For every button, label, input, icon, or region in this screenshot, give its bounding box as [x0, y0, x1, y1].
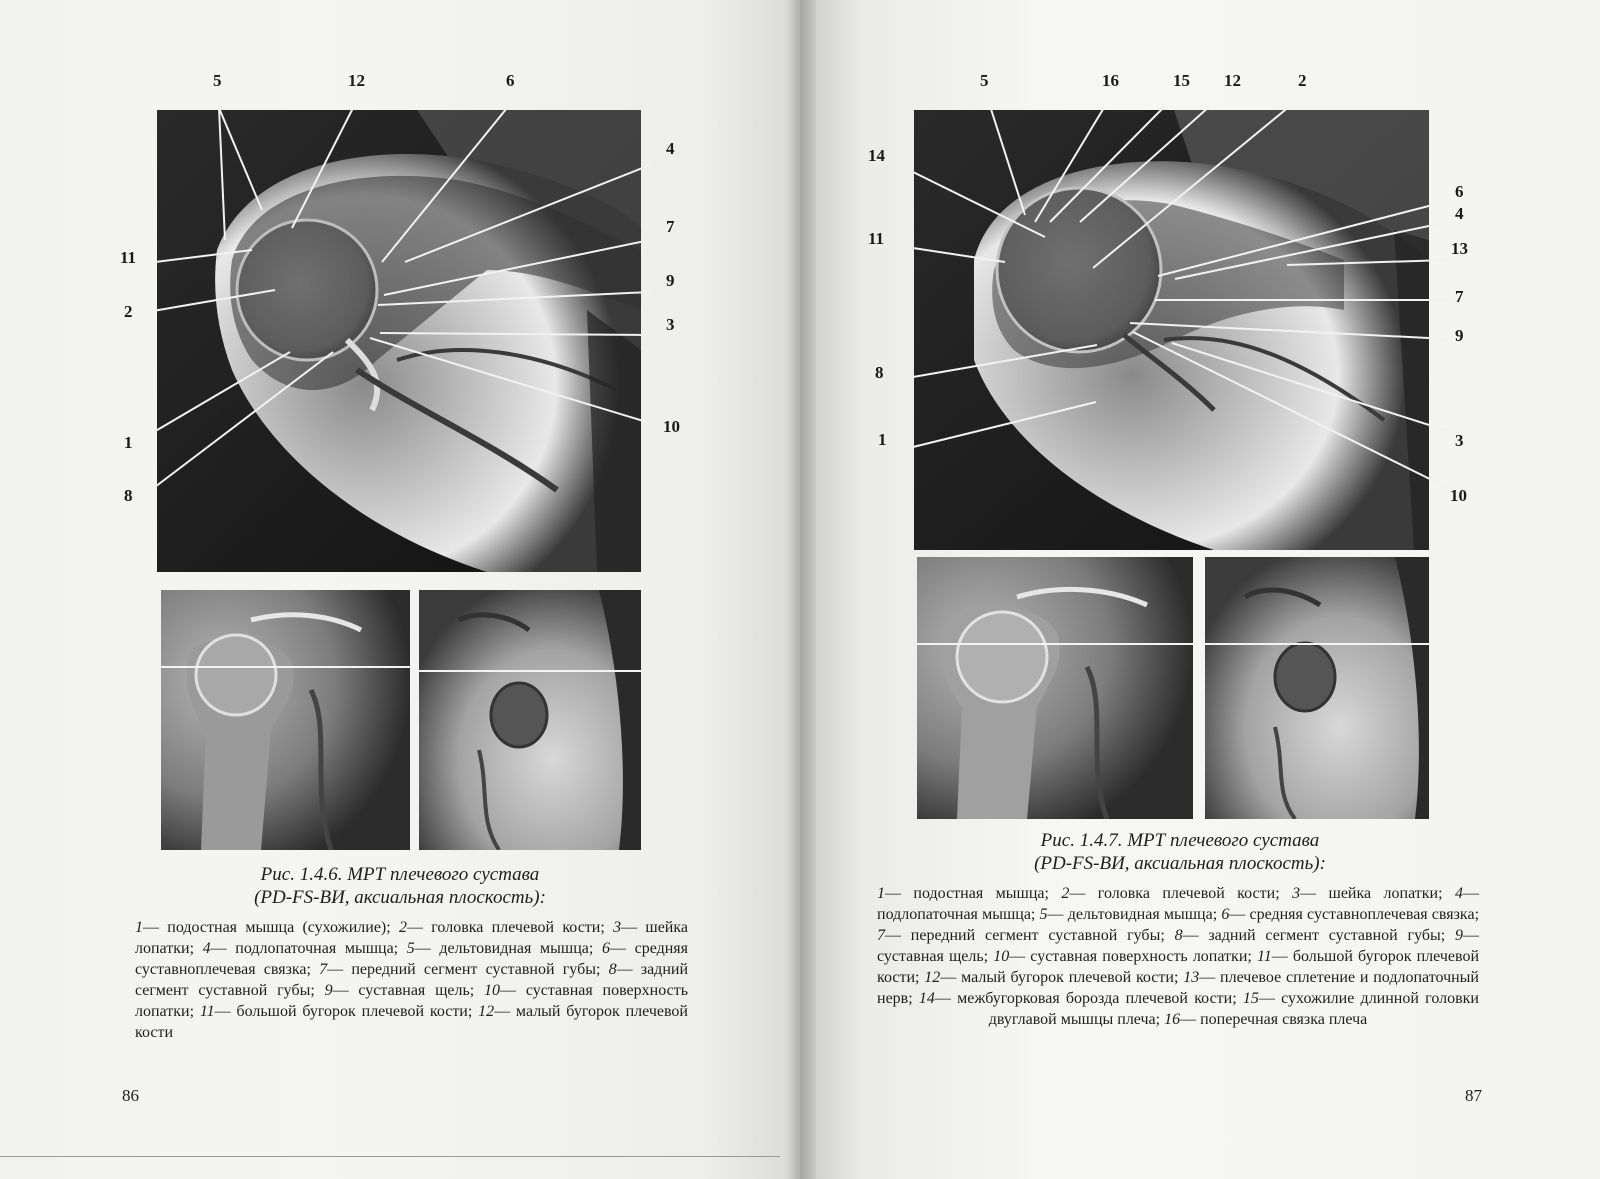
figure-title: [920, 829, 1440, 875]
legend-text: — средняя суставноплечевая связка;: [1229, 906, 1480, 923]
label-2: 2: [124, 302, 133, 321]
coronal-mri-thumbnail: [161, 590, 410, 850]
label-11: 11: [868, 229, 885, 248]
legend-text: — головка плечевой кости;: [1069, 885, 1293, 902]
legend-num: 2: [398, 919, 407, 936]
legend-num: 1: [877, 885, 885, 902]
legend-text: — подлопаточная мышца;: [210, 940, 407, 957]
legend-num: 14: [918, 990, 935, 1007]
label-5: 5: [213, 71, 222, 90]
legend-text: — задний сегмент суставной губы;: [135, 961, 688, 999]
legend-text: — шейка лопатки;: [1300, 885, 1455, 902]
main-mri-image: [914, 110, 1429, 550]
legend-text: — передний сегмент суставной губы;: [327, 961, 609, 978]
label-3: 3: [666, 315, 675, 334]
legend-num: 13: [1183, 969, 1200, 986]
legend-num: 7: [877, 927, 885, 944]
legend-num: 4: [1455, 885, 1463, 902]
label-14: 14: [868, 146, 885, 165]
label-8: 8: [875, 363, 884, 382]
legend-text: — суставная поверхность лопатки;: [1009, 948, 1257, 965]
label-8: 8: [124, 486, 133, 505]
label-6: 6: [1455, 182, 1464, 201]
legend-text: — передний сегмент суставной губы;: [885, 927, 1175, 944]
legend-num: 11: [199, 1003, 215, 1020]
legend-num: 10: [993, 948, 1010, 965]
legend-text: — поперечная связка плеча: [1180, 1011, 1368, 1028]
legend-num: 3: [1292, 885, 1301, 902]
figure-title-line-2: (PD-FS-ВИ, аксиальная плоскость):: [254, 887, 546, 908]
legend-text: — подостная мышца;: [885, 885, 1062, 902]
legend-text: — задний сегмент суставной губы;: [1182, 927, 1455, 944]
legend-text: — шейка лопатки;: [135, 919, 688, 957]
label-13: 13: [1451, 239, 1468, 258]
legend-text: — суставная поверхность лопатки;: [135, 982, 688, 1020]
legend-num: 9: [324, 982, 333, 999]
legend-num: 16: [1164, 1011, 1181, 1028]
legend-text: — дельтовидная мышца;: [414, 940, 602, 957]
sagittal-mri-thumbnail: [419, 590, 641, 850]
legend-text: — суставная щель;: [877, 927, 1479, 965]
figure-legend: [877, 883, 1479, 1030]
page-number: 86: [122, 1086, 139, 1105]
label-4: 4: [666, 139, 675, 158]
legend-text: — плечевое сплетение и подлопаточный нерв;: [877, 969, 1479, 1007]
label-2: 2: [1298, 71, 1307, 90]
figure-legend: [135, 917, 688, 1043]
legend-text: — подостная мышца (сухожилие);: [143, 919, 399, 936]
legend-num: 6: [1221, 906, 1230, 923]
label-10: 10: [1450, 486, 1467, 505]
legend-text: — дельтовидная мышца;: [1047, 906, 1222, 923]
legend-num: 7: [319, 961, 328, 978]
coronal-mri-thumbnail: [917, 557, 1193, 819]
legend-text: — средняя суставноплечевая связка;: [135, 940, 688, 978]
main-mri-image: [157, 110, 641, 572]
legend-text: — сухожилие длинной головки двуглавой мышцы плеча;: [988, 990, 1479, 1028]
legend-num: 4: [202, 940, 211, 957]
legend-num: 5: [1039, 906, 1048, 923]
label-1: 1: [878, 430, 887, 449]
legend-text: — головка плечевой кости;: [406, 919, 614, 936]
label-7: 7: [1455, 287, 1464, 306]
sagittal-mri-graphic: [1205, 557, 1429, 819]
label-3: 3: [1455, 431, 1464, 450]
legend-text: — суставная щель;: [332, 982, 485, 999]
axial-mri-graphic: [157, 110, 641, 572]
sagittal-mri-graphic: [419, 590, 641, 850]
legend-num: 8: [608, 961, 617, 978]
legend-num: 9: [1455, 927, 1463, 944]
legend-text: — межбугорковая борозда плечевой кости;: [934, 990, 1243, 1007]
legend-num: 2: [1061, 885, 1070, 902]
legend-num: 12: [924, 969, 941, 986]
legend-num: 6: [601, 940, 610, 957]
figure-title: [150, 863, 650, 909]
legend-text: — малый бугорок плечевой кости: [135, 1003, 688, 1041]
legend-num: 12: [478, 1003, 495, 1020]
page-bottom-rule: [0, 1156, 780, 1157]
axial-mri-graphic: [914, 110, 1429, 550]
legend-text: — подлопаточная мышца;: [877, 885, 1479, 923]
legend-num: 15: [1242, 990, 1259, 1007]
label-11: 11: [120, 248, 137, 267]
legend-num: 11: [1256, 948, 1272, 965]
label-6: 6: [506, 71, 515, 90]
label-9: 9: [666, 271, 675, 290]
legend-text: — большой бугорок плечевой кости;: [214, 1003, 479, 1020]
label-12: 12: [1224, 71, 1241, 90]
label-7: 7: [666, 217, 675, 236]
right-page: [800, 0, 1600, 1179]
label-10: 10: [663, 417, 680, 436]
legend-text: — большой бугорок плечевой кости;: [877, 948, 1480, 986]
legend-num: 3: [613, 919, 622, 936]
figure-title-line-1: Рис. 1.4.6. МРТ плечевого сустава: [260, 864, 540, 885]
label-5: 5: [980, 71, 989, 90]
legend-num: 8: [1174, 927, 1183, 944]
sagittal-mri-thumbnail: [1205, 557, 1429, 819]
legend-num: 1: [135, 919, 143, 936]
label-9: 9: [1455, 326, 1464, 345]
label-15: 15: [1173, 71, 1190, 90]
book-gutter-shadow: [786, 0, 816, 1179]
label-1: 1: [124, 433, 133, 452]
label-16: 16: [1102, 71, 1119, 90]
legend-num: 10: [484, 982, 501, 999]
figure-title-line-2: (PD-FS-ВИ, аксиальная плоскость):: [1034, 853, 1326, 874]
coronal-mri-graphic: [917, 557, 1193, 819]
label-4: 4: [1455, 204, 1464, 223]
figure-title-line-1: Рис. 1.4.7. МРТ плечевого сустава: [1040, 830, 1320, 851]
legend-text: — малый бугорок плечевой кости;: [940, 969, 1184, 986]
label-12: 12: [348, 71, 365, 90]
coronal-mri-graphic: [161, 590, 410, 850]
page-number: 87: [1465, 1086, 1482, 1105]
legend-num: 5: [406, 940, 415, 957]
